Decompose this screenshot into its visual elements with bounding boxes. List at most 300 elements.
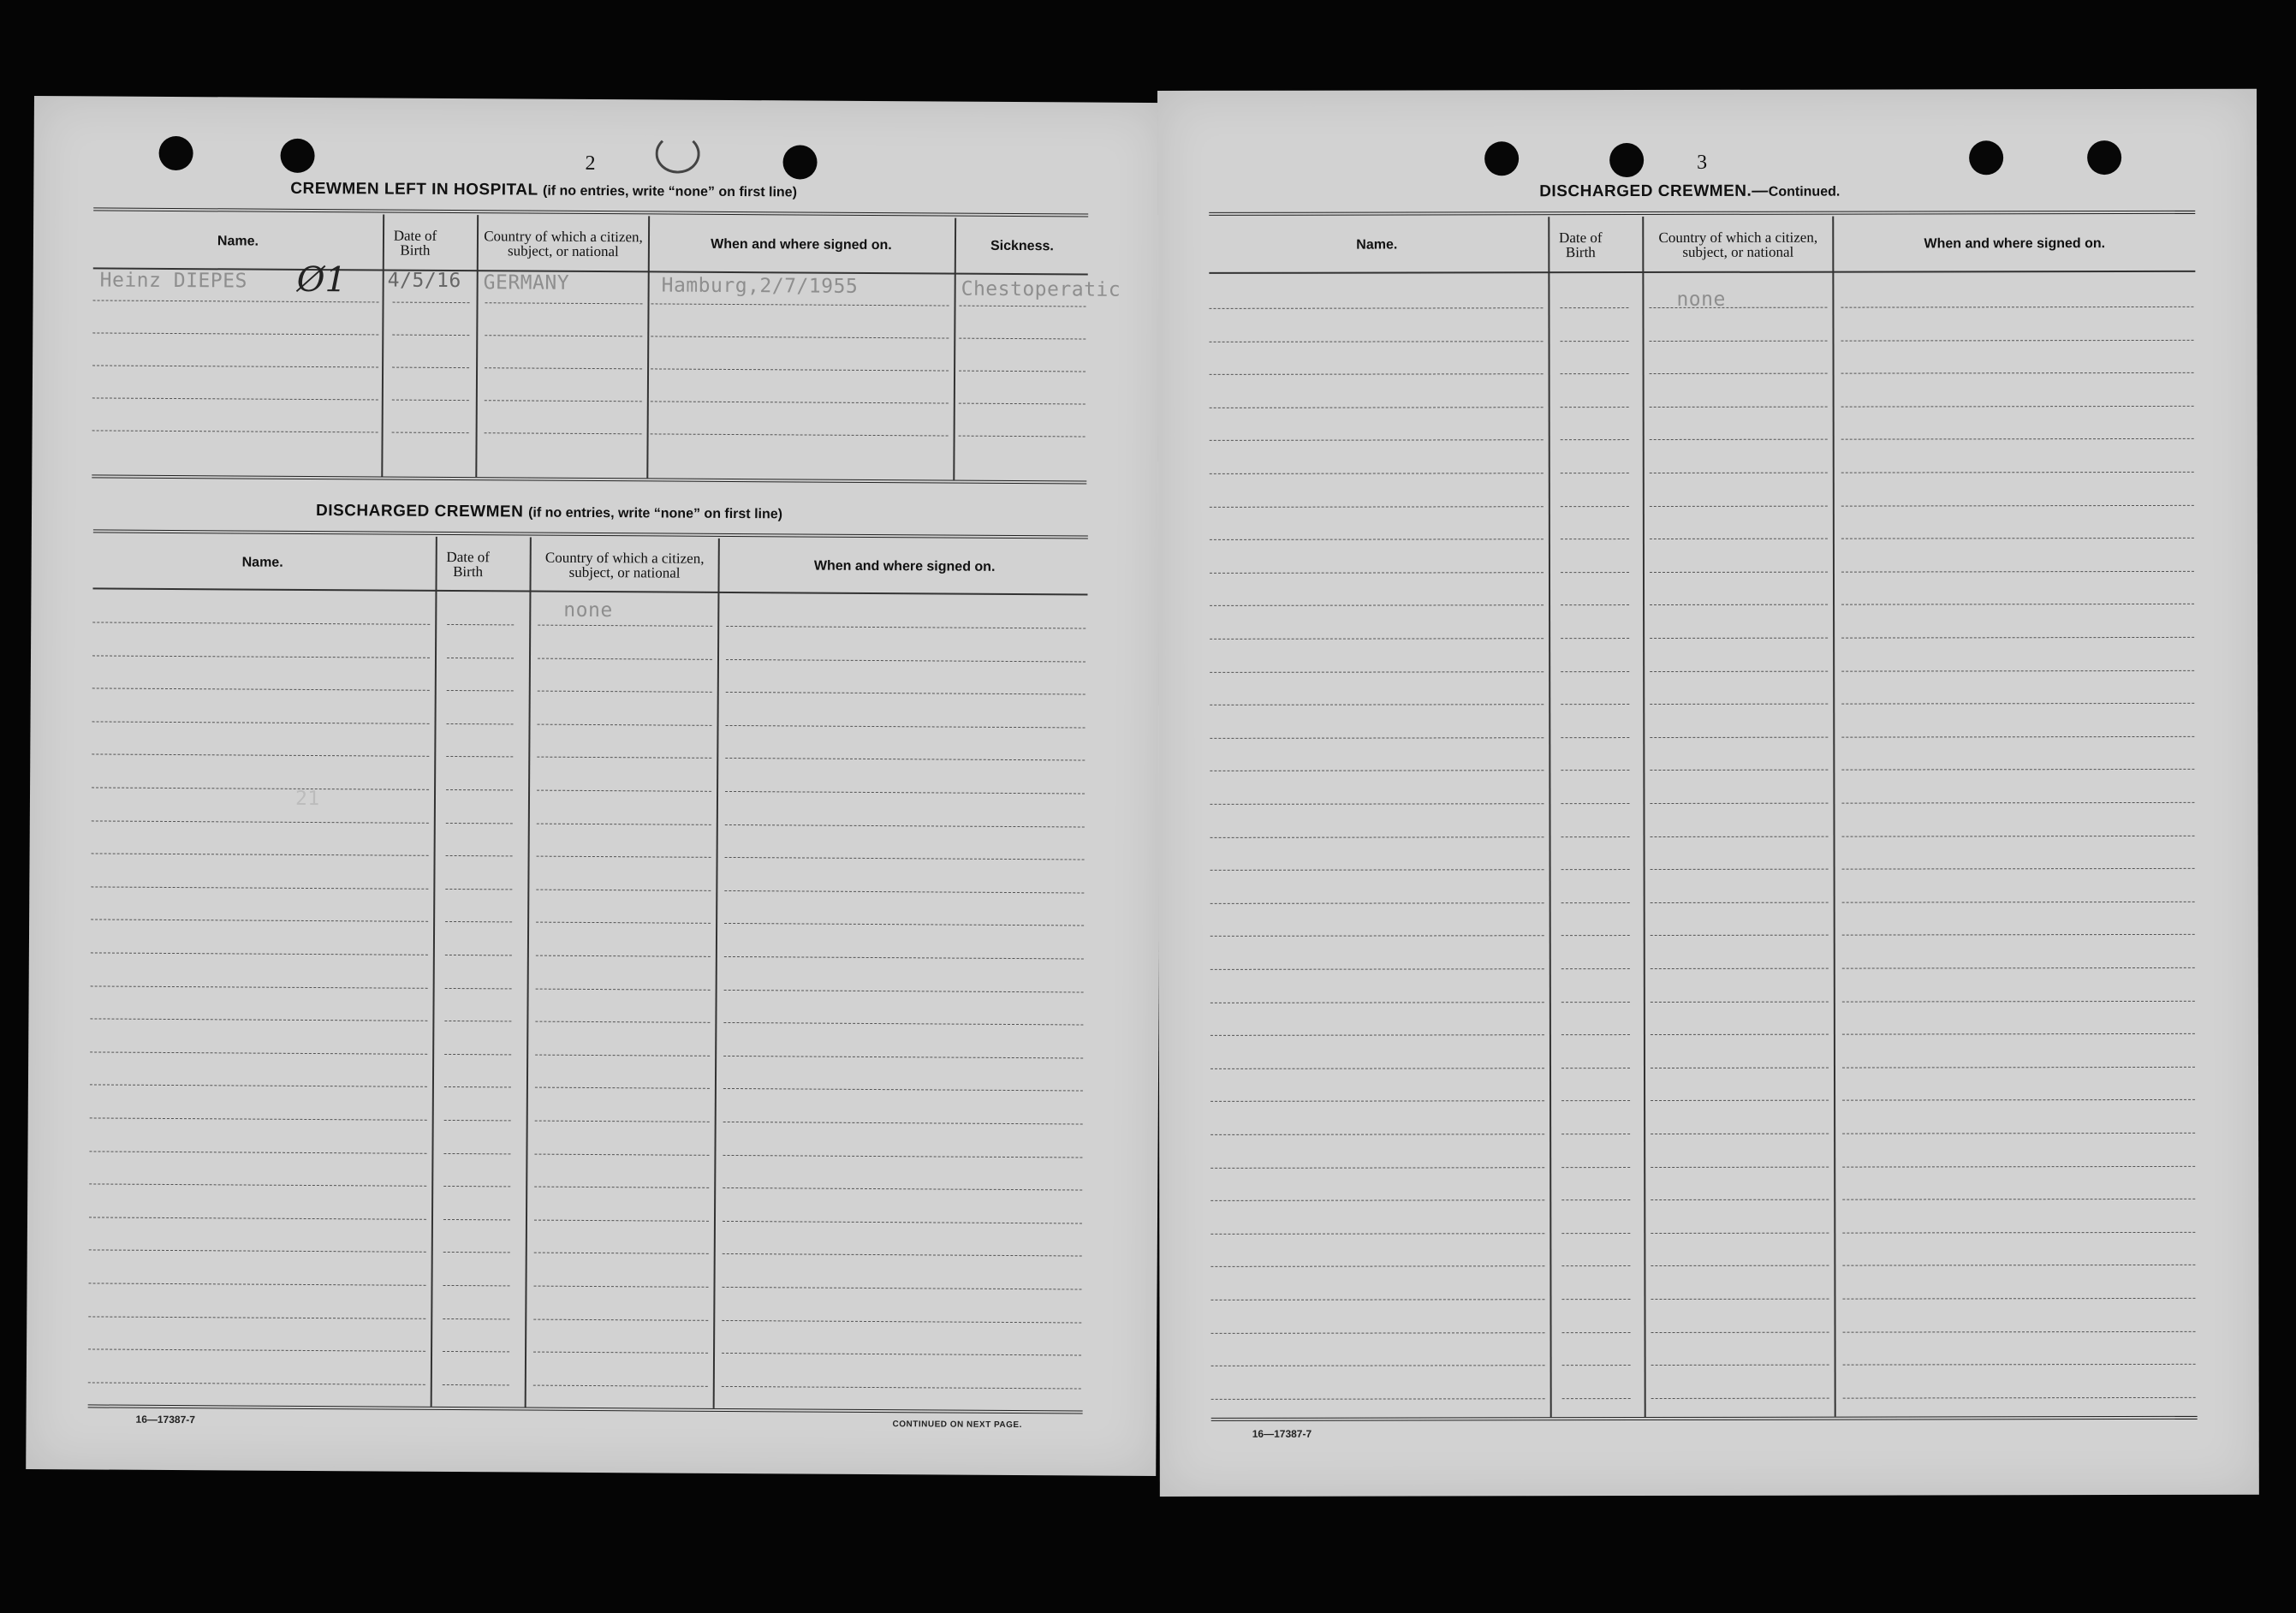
ruled-line bbox=[1842, 1265, 2195, 1266]
ruled-line bbox=[1210, 506, 1544, 508]
ruled-line bbox=[1211, 1365, 1545, 1366]
ruled-line bbox=[722, 1353, 1081, 1356]
ruled-line bbox=[485, 432, 642, 434]
ruled-line bbox=[392, 400, 469, 402]
ruled-line bbox=[1210, 902, 1544, 904]
punch-hole bbox=[158, 136, 193, 170]
ruled-line bbox=[445, 921, 512, 922]
ruled-line bbox=[959, 371, 1086, 372]
ruled-line bbox=[725, 791, 1085, 795]
ruled-line bbox=[1561, 572, 1629, 573]
ruled-line bbox=[1842, 967, 2195, 969]
ruled-line bbox=[1842, 902, 2195, 903]
ruled-line bbox=[1651, 1034, 1829, 1035]
ruled-line bbox=[485, 335, 642, 336]
crewman-sickness: Chestoperatic bbox=[961, 277, 1121, 301]
ruled-line bbox=[726, 659, 1086, 663]
ruled-line bbox=[534, 1187, 709, 1188]
discharged-none-entry: none bbox=[563, 598, 613, 622]
ruled-line bbox=[1651, 1166, 1829, 1167]
ruled-line bbox=[536, 955, 711, 957]
ruled-line bbox=[1210, 936, 1544, 937]
ruled-line bbox=[538, 723, 712, 725]
col-header-country: Country of which a citizen, subject, or national bbox=[1658, 229, 1818, 260]
ruled-line bbox=[533, 1318, 708, 1320]
ruled-line bbox=[723, 1187, 1082, 1191]
ruled-line bbox=[1842, 1000, 2195, 1002]
ruled-line bbox=[724, 923, 1084, 926]
ruled-line bbox=[445, 988, 512, 989]
ruled-line bbox=[1210, 704, 1544, 705]
ruled-line bbox=[443, 1153, 510, 1154]
discharged-continued-title-suffix: Continued. bbox=[1768, 184, 1841, 199]
ruled-line bbox=[1210, 1101, 1544, 1103]
ruled-line bbox=[1561, 935, 1630, 936]
ruled-line bbox=[533, 1384, 708, 1386]
ruled-line bbox=[1650, 340, 1828, 341]
ruled-line bbox=[1561, 1233, 1630, 1234]
discharged-section-title bbox=[316, 502, 782, 523]
ruled-line bbox=[1842, 1165, 2195, 1167]
ruled-line bbox=[723, 1056, 1083, 1059]
ruled-line bbox=[1210, 1233, 1544, 1235]
ruled-line bbox=[1210, 1134, 1544, 1135]
ruled-line bbox=[1843, 1330, 2196, 1332]
ruled-line bbox=[1650, 803, 1828, 804]
ruled-line bbox=[1211, 1398, 1545, 1400]
ruled-line bbox=[1561, 638, 1629, 639]
ruled-line bbox=[534, 1286, 709, 1288]
table-bottom-rule bbox=[1211, 1416, 2198, 1421]
page-number: 2 bbox=[585, 152, 596, 176]
ruled-line bbox=[1651, 968, 1829, 969]
ruled-line bbox=[722, 1386, 1081, 1390]
ruled-line bbox=[1210, 1167, 1544, 1169]
ruled-line bbox=[1561, 341, 1629, 342]
ruled-line bbox=[91, 920, 428, 922]
ruled-line bbox=[1841, 703, 2194, 705]
ruled-line bbox=[1561, 373, 1629, 374]
ruled-line bbox=[1210, 737, 1544, 739]
ruled-line bbox=[1650, 670, 1828, 671]
ruled-line bbox=[1562, 1398, 1631, 1399]
ruled-line bbox=[1841, 604, 2194, 605]
ruled-line bbox=[1561, 671, 1629, 672]
ruled-line bbox=[725, 857, 1085, 860]
ruled-line bbox=[723, 1155, 1082, 1158]
ruled-line bbox=[91, 886, 428, 889]
ruled-line bbox=[92, 787, 429, 789]
ruled-line bbox=[725, 758, 1085, 761]
ruled-line bbox=[89, 1217, 426, 1219]
ruled-line bbox=[534, 1253, 709, 1254]
ruled-line bbox=[1561, 1167, 1630, 1168]
ruled-line bbox=[1561, 803, 1629, 804]
ruled-line bbox=[392, 367, 469, 369]
ruled-line bbox=[1842, 835, 2195, 836]
hospital-subtitle: (if no entries, write “none” on first line) bbox=[542, 183, 797, 200]
discharged-continued-title bbox=[1539, 182, 1840, 202]
column-divider bbox=[1642, 217, 1645, 1417]
col-header-signed: When and where signed on. bbox=[813, 558, 996, 574]
ruled-line bbox=[92, 854, 429, 856]
ruled-line bbox=[447, 723, 514, 724]
ruled-line bbox=[446, 823, 513, 824]
continued-note: CONTINUED ON NEXT PAGE. bbox=[892, 1420, 1022, 1431]
column-divider bbox=[525, 538, 532, 1408]
ruled-line bbox=[1561, 1002, 1630, 1003]
ruled-line bbox=[1560, 307, 1628, 308]
ruled-line bbox=[1842, 1099, 2195, 1101]
column-divider bbox=[713, 539, 720, 1408]
ruled-line bbox=[1210, 341, 1544, 342]
ruled-line bbox=[1651, 1331, 1829, 1332]
ruled-line bbox=[1651, 1199, 1829, 1200]
ruled-line bbox=[445, 889, 512, 890]
col-header-country: Country of which a citizen, subject, or national bbox=[544, 549, 705, 581]
ruled-line bbox=[1210, 671, 1544, 673]
hospital-title: CREWMEN LEFT IN HOSPITAL bbox=[290, 179, 538, 199]
ruled-line bbox=[392, 335, 469, 336]
ruled-line bbox=[1841, 769, 2194, 771]
ruled-line bbox=[444, 1120, 511, 1121]
ruled-line bbox=[89, 1151, 426, 1153]
table-bottom-rule bbox=[92, 474, 1086, 484]
discharged-table bbox=[88, 529, 1088, 1420]
ruled-line bbox=[1210, 1266, 1544, 1268]
ruled-line bbox=[1561, 1199, 1630, 1200]
ruled-line bbox=[392, 432, 469, 434]
ruled-line bbox=[536, 988, 711, 990]
ruled-line bbox=[485, 302, 643, 304]
ruled-line bbox=[1210, 803, 1544, 805]
ruled-line bbox=[1561, 704, 1629, 705]
ruled-line bbox=[1210, 836, 1544, 838]
ruled-line bbox=[537, 856, 711, 858]
ruled-line bbox=[444, 1054, 511, 1055]
ruled-line bbox=[91, 952, 428, 955]
ruled-line bbox=[1210, 407, 1544, 408]
ruled-line bbox=[959, 436, 1086, 437]
ruled-line bbox=[90, 1085, 427, 1087]
ruled-line bbox=[1210, 473, 1544, 474]
ruled-line bbox=[1651, 1232, 1829, 1233]
ruled-line bbox=[1561, 737, 1629, 738]
ruled-line bbox=[1650, 439, 1828, 440]
ruled-line bbox=[446, 855, 513, 856]
ruled-line bbox=[1650, 604, 1828, 605]
col-header-country: Country of which a citizen, subject, or national bbox=[484, 228, 643, 260]
col-header-signed: When and where signed on. bbox=[1924, 236, 2106, 252]
ruled-line bbox=[1651, 1397, 1829, 1398]
ruled-line bbox=[725, 824, 1085, 828]
punch-hole bbox=[280, 139, 314, 173]
ruled-line bbox=[537, 823, 711, 824]
table-bottom-rule bbox=[88, 1404, 1083, 1414]
col-header-dob: Date of Birth bbox=[446, 548, 491, 580]
ruled-line bbox=[92, 332, 378, 335]
ruled-line bbox=[90, 1019, 427, 1021]
page-number: 3 bbox=[1697, 151, 1708, 174]
col-header-dob: Date of Birth bbox=[1559, 229, 1603, 261]
ruled-line bbox=[724, 890, 1084, 894]
ruled-line bbox=[1841, 339, 2194, 341]
ruled-line bbox=[1842, 1033, 2195, 1035]
ruled-line bbox=[1841, 406, 2194, 408]
ruled-line bbox=[535, 1087, 710, 1089]
ruled-line bbox=[446, 789, 513, 790]
ruled-line bbox=[535, 1121, 710, 1122]
ruled-line bbox=[1210, 440, 1544, 442]
ruled-line bbox=[1650, 505, 1828, 506]
ruled-line bbox=[538, 691, 712, 693]
ruled-line bbox=[1561, 968, 1630, 969]
ruled-line bbox=[1561, 1265, 1630, 1266]
ruled-line bbox=[1210, 1299, 1544, 1301]
ruled-line bbox=[88, 1316, 425, 1318]
ruled-line bbox=[1841, 538, 2194, 539]
ruled-line bbox=[1561, 407, 1629, 408]
ruled-line bbox=[1561, 1299, 1630, 1300]
ruled-line bbox=[88, 1382, 425, 1384]
ruled-line bbox=[1651, 1001, 1829, 1002]
ruled-line bbox=[446, 756, 513, 757]
ruled-line bbox=[1651, 1299, 1829, 1300]
ruled-line bbox=[1842, 1133, 2195, 1134]
ruled-line bbox=[92, 430, 378, 432]
ruled-line bbox=[651, 336, 949, 338]
ruled-line bbox=[723, 1122, 1083, 1125]
column-divider bbox=[475, 215, 479, 477]
col-header-sickness: Sickness. bbox=[990, 238, 1054, 254]
ruled-line bbox=[1651, 1365, 1829, 1366]
ruled-line bbox=[393, 302, 470, 304]
ruled-line bbox=[1561, 439, 1629, 440]
ruled-line bbox=[723, 1287, 1082, 1290]
ruled-line bbox=[1651, 935, 1829, 936]
ruled-line bbox=[89, 1250, 426, 1253]
ruled-line bbox=[1210, 1199, 1544, 1201]
ruled-line bbox=[443, 1186, 510, 1187]
ruled-line bbox=[1651, 869, 1829, 870]
column-divider bbox=[1548, 217, 1551, 1417]
ruled-line bbox=[1842, 1067, 2195, 1068]
ruled-line bbox=[1841, 372, 2194, 374]
hospital-section-title bbox=[290, 180, 797, 202]
col-header-signed: When and where signed on. bbox=[711, 236, 892, 253]
ruled-line bbox=[1209, 307, 1543, 309]
discharged-continued-title-main: DISCHARGED CREWMEN.— bbox=[1539, 182, 1769, 201]
ruled-line bbox=[1842, 868, 2195, 870]
ruled-line bbox=[1561, 770, 1629, 771]
ruled-line bbox=[1561, 604, 1629, 605]
ruled-line bbox=[1210, 968, 1544, 970]
ruled-line bbox=[1842, 1298, 2195, 1300]
ruled-line bbox=[651, 368, 949, 371]
ruled-line bbox=[90, 1051, 427, 1054]
ruled-line bbox=[534, 1153, 709, 1155]
punch-hole bbox=[1969, 140, 2003, 175]
ruled-line bbox=[447, 624, 514, 625]
ruled-line bbox=[724, 990, 1084, 993]
ruled-line bbox=[443, 1285, 510, 1286]
ruled-line bbox=[1841, 802, 2194, 804]
ruled-line bbox=[1650, 736, 1828, 737]
ruled-line bbox=[1841, 637, 2194, 639]
ruled-line bbox=[92, 754, 429, 757]
ruled-line bbox=[92, 820, 429, 823]
ruled-line bbox=[723, 1221, 1082, 1224]
ruled-line bbox=[959, 403, 1086, 405]
ruled-line bbox=[1651, 1265, 1829, 1266]
punch-hole bbox=[782, 145, 817, 179]
manifest-page-left bbox=[26, 96, 1164, 1476]
ruled-line bbox=[92, 688, 430, 691]
ruled-line bbox=[447, 690, 514, 691]
crewman-dob: 4/5/16 bbox=[387, 269, 461, 293]
crewman-signed-on: Hamburg,2/7/1955 bbox=[661, 274, 859, 298]
col-header-name: Name. bbox=[1356, 237, 1398, 253]
ruled-line bbox=[1650, 638, 1828, 639]
ruled-line bbox=[536, 922, 711, 924]
ruled-line bbox=[960, 306, 1086, 307]
ruled-line bbox=[538, 658, 712, 659]
ruled-line bbox=[1649, 307, 1827, 308]
ruled-line bbox=[1841, 307, 2193, 308]
ruled-line bbox=[536, 889, 711, 890]
crewman-country: GERMANY bbox=[483, 271, 570, 295]
ruled-line bbox=[92, 365, 378, 367]
punch-hole bbox=[1484, 141, 1519, 176]
ruled-line bbox=[443, 1252, 510, 1253]
form-number: 16—17387-7 bbox=[1252, 1427, 1312, 1440]
ruled-line bbox=[443, 1351, 509, 1352]
ruled-line bbox=[1651, 1067, 1829, 1068]
ruled-line bbox=[1561, 1100, 1630, 1101]
table-top-rule bbox=[1209, 211, 2195, 216]
ruled-line bbox=[1651, 1100, 1829, 1101]
ruled-line bbox=[726, 692, 1086, 695]
hospital-table bbox=[92, 207, 1121, 487]
ruled-line bbox=[92, 655, 430, 658]
ruled-line bbox=[91, 985, 428, 988]
ruled-line bbox=[723, 1022, 1083, 1026]
form-number: 16—17387-7 bbox=[135, 1413, 195, 1426]
ruled-line bbox=[538, 625, 712, 627]
ink-stamp-mark bbox=[655, 134, 699, 173]
ruled-line bbox=[533, 1352, 708, 1354]
ruled-line bbox=[723, 1253, 1082, 1257]
manifest-page-right bbox=[1157, 89, 2259, 1497]
ruled-line bbox=[92, 622, 430, 624]
ruled-line bbox=[1650, 373, 1828, 374]
discharged-title: DISCHARGED CREWMEN bbox=[315, 502, 524, 521]
ruled-line bbox=[1650, 571, 1828, 572]
ruled-line bbox=[1561, 836, 1630, 837]
ruled-line bbox=[1650, 704, 1828, 705]
discharged-subtitle: (if no entries, write “none” on first line) bbox=[528, 505, 783, 522]
ruled-line bbox=[1210, 605, 1544, 607]
ruled-line bbox=[1843, 1397, 2196, 1399]
ruled-line bbox=[1210, 1002, 1544, 1003]
punch-hole bbox=[1609, 143, 1644, 177]
ruled-line bbox=[1650, 406, 1828, 407]
ruled-line bbox=[651, 303, 949, 306]
col-header-name: Name. bbox=[217, 234, 259, 249]
ruled-line bbox=[1561, 902, 1630, 903]
ruled-line bbox=[1841, 438, 2194, 440]
ruled-line bbox=[93, 300, 379, 302]
ruled-line bbox=[485, 400, 642, 402]
ruled-line bbox=[723, 1088, 1083, 1092]
ruled-line bbox=[92, 397, 378, 400]
ruled-line bbox=[1843, 1364, 2196, 1366]
ruled-line bbox=[1842, 1199, 2195, 1200]
ruled-line bbox=[726, 626, 1086, 629]
ruled-line bbox=[535, 1021, 710, 1023]
ruled-line bbox=[1210, 638, 1544, 640]
ruled-line bbox=[651, 433, 949, 436]
ruled-line bbox=[722, 1320, 1081, 1324]
crewman-name: Heinz DIEPES bbox=[99, 269, 247, 293]
ruled-line bbox=[537, 790, 711, 792]
col-header-name: Name. bbox=[241, 555, 283, 570]
ruled-line bbox=[1210, 771, 1544, 772]
ruled-line bbox=[1561, 869, 1630, 870]
ruled-line bbox=[959, 338, 1086, 340]
ruled-line bbox=[1841, 670, 2194, 671]
ruled-line bbox=[534, 1219, 709, 1221]
ruled-line bbox=[651, 401, 949, 403]
ruled-line bbox=[1841, 504, 2194, 506]
ruled-line bbox=[89, 1283, 426, 1285]
ruled-line bbox=[1561, 1034, 1630, 1035]
ruled-line bbox=[485, 367, 642, 369]
ruled-line bbox=[90, 1117, 427, 1120]
ruled-line bbox=[88, 1349, 425, 1352]
ruled-line bbox=[535, 1054, 710, 1056]
discharged-none-entry: none bbox=[1676, 288, 1726, 311]
ruled-line bbox=[1211, 1332, 1545, 1334]
ruled-line bbox=[1210, 572, 1544, 574]
ruled-line bbox=[1210, 539, 1544, 540]
ruled-line bbox=[1650, 770, 1828, 771]
ruled-line bbox=[92, 721, 430, 723]
punch-hole bbox=[2087, 140, 2121, 175]
ruled-line bbox=[1561, 506, 1629, 507]
ruled-line bbox=[1210, 373, 1544, 375]
faint-note: 21 bbox=[294, 787, 320, 811]
col-header-dob: Date of Birth bbox=[393, 227, 437, 259]
ruled-line bbox=[1562, 1365, 1631, 1366]
ruled-line bbox=[1842, 934, 2195, 936]
handwritten-mark: Ø1 bbox=[296, 259, 348, 301]
ruled-line bbox=[1842, 1232, 2195, 1234]
column-divider bbox=[1832, 217, 1835, 1417]
ruled-line bbox=[89, 1184, 426, 1187]
ruled-line bbox=[1210, 1068, 1544, 1069]
ruled-line bbox=[443, 1318, 509, 1319]
ruled-line bbox=[1841, 472, 2194, 473]
ruled-line bbox=[1562, 1332, 1631, 1333]
ruled-line bbox=[443, 1384, 509, 1385]
ruled-line bbox=[726, 725, 1086, 729]
ruled-line bbox=[1841, 571, 2194, 573]
ruled-line bbox=[537, 757, 711, 759]
ruled-line bbox=[444, 1086, 511, 1087]
ruled-line bbox=[1210, 1034, 1544, 1036]
ruled-line bbox=[443, 1219, 510, 1220]
